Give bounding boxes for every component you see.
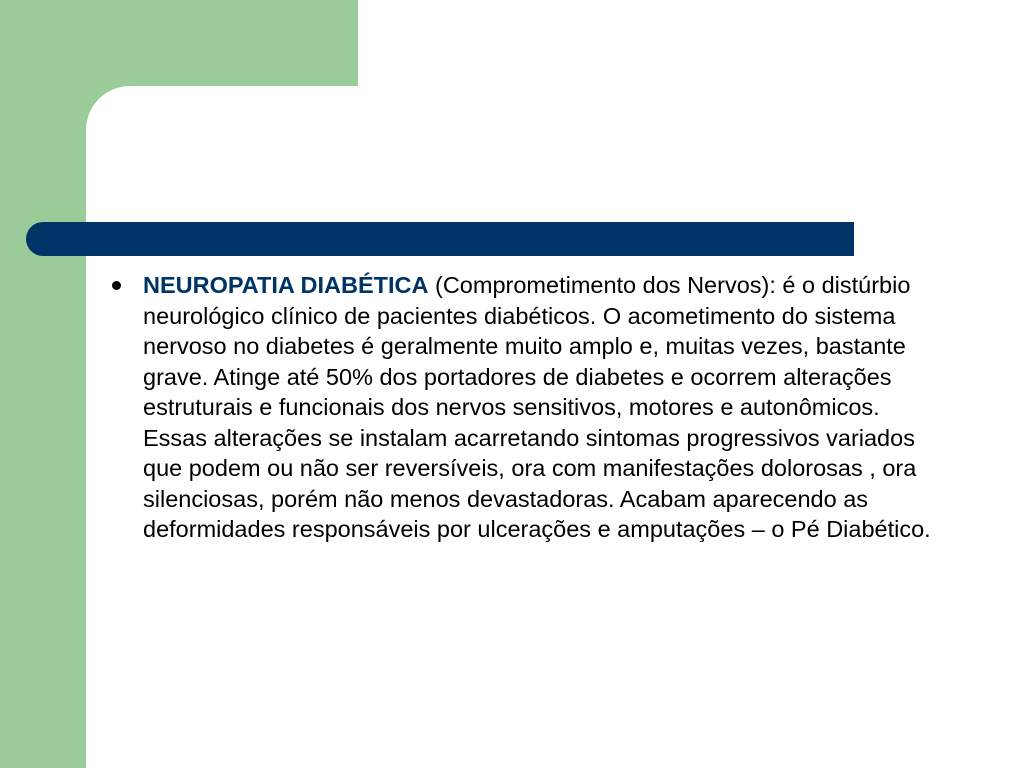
bullet-item: [112, 270, 944, 545]
title-bar: [26, 222, 854, 256]
bullet-paragraph: [143, 270, 943, 545]
bullet-icon: [112, 281, 121, 290]
bullet-body: (Comprometimento dos Nervos): é o distúrbio neurológico clínico de pacientes diabéticos. O acometimento do sistema nervoso no diabetes é geralmente muito amplo e, muitas vezes, bastante grave. Atinge até 50% dos portadores de diabetes e ocorrem alterações estruturais e funcionais dos nervos sensitivos, motores e autonômicos. Essas alterações se instalam acarretando sintomas progressivos variados que podem ou não ser reversíveis, ora com manifestações dolorosas , ora silenciosas, porém não menos devastadoras. Acabam aparecendo as deformidades responsáveis por ulcerações e amputações – o Pé Diabético.: [143, 272, 931, 542]
bullet-term: NEUROPATIA DIABÉTICA: [143, 272, 429, 298]
